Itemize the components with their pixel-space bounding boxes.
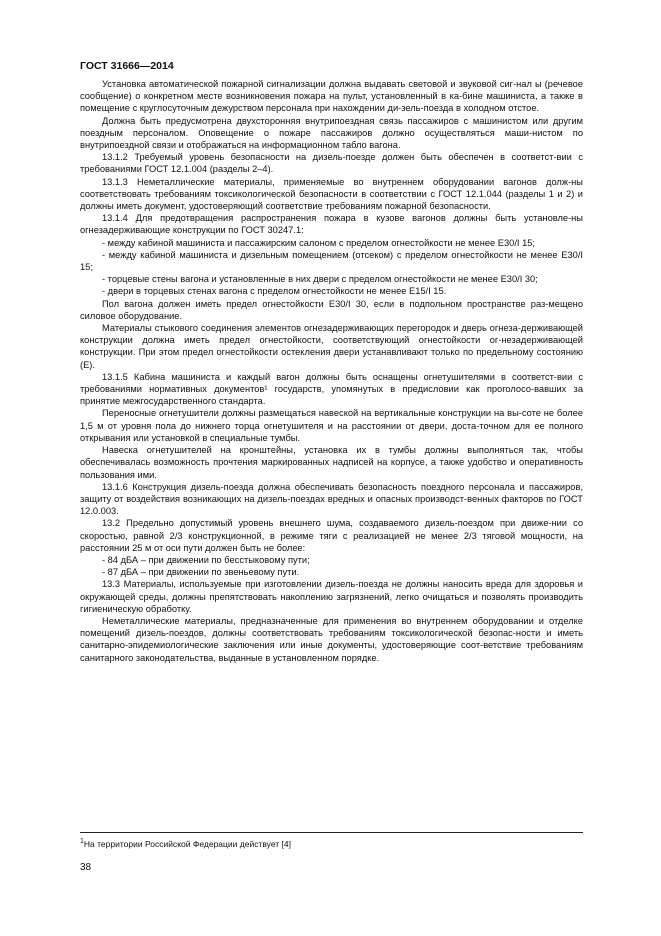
- paragraph: Неметаллические материалы, предназначенные для применения во внутреннем оборудовании и отделке помещений дизель-поездов, должны соответствовать требованиям токсикологической безопас-ности и иметь санитарно-эпидемиологические заключения или иные документы, удостоверяющие соот-ветствие требованиям санитарного законодательства, выданные в установленном порядке.: [80, 615, 583, 663]
- paragraph: Должна быть предусмотрена двухсторонняя внутрипоездная связь пассажиров с машинистом или другим поездным персоналом. Оповещение о пожаре пассажиров должно осуществляться маши-нистом по внутрипоездной связи и отображаться на информационном табло вагона.: [80, 115, 583, 151]
- list-item: - двери в торцевых стенах вагона с пределом огнестойкости не менее E15/I 15.: [102, 286, 447, 297]
- list-item: - 84 дБА – при движении по бесстыковому пути;: [102, 554, 310, 565]
- list-item: - между кабиной машиниста и пассажирским салоном с пределом огнестойкости не менее E30/I 15;: [102, 237, 536, 248]
- page-number: 38: [80, 862, 92, 873]
- paragraph: Материалы стыкового соединения элементов огнезадерживающих перегородок и дверь огнеза-держивающей конструкции должна иметь предел огнестойкости, соответствующий огнестойкости ог-незадерживающей конструкции. При этом предел огнестойкости остекления двери устанавливают только по предельному состоянию (E).: [80, 323, 583, 370]
- footnote: [80, 838, 291, 849]
- paragraph: Пол вагона должен иметь предел огнестойкости E30/I 30, если в подпольном пространстве раз-мещено силовое оборудование.: [80, 298, 583, 321]
- document-body: [80, 78, 583, 664]
- paragraph: 13.3 Материалы, используемые при изготовлении дизель-поезда не должны наносить вреда для здоровья и окружающей среды, должны препятствовать накоплению загрязнений, легко очищаться и позволять производить гигиеническую обработку.: [80, 579, 583, 614]
- paragraph: Переносные огнетушители должны размещаться навеской на вертикальные конструкции на вы-соте не более 1,5 м от уровня пола до нижнего торца огнетушителя и на расстоянии от двери, доста-точном для ее полного открывания или установкой в специальные тумбы.: [80, 408, 583, 443]
- paragraph: 13.1.2 Требуемый уровень безопасности на дизель-поезде должен быть обеспечен в соответст-вии с требованиями ГОСТ 12.1.004 (разделы 2–4).: [80, 152, 583, 175]
- paragraph: 13.1.5 Кабина машиниста и каждый вагон должны быть оснащены огнетушителями в соответст-вии с требованиями нормативных документов¹ государств, упомянутых в предисловии как проголосо-вавших за принятие межгосударственного стандарта.: [80, 371, 583, 407]
- list-item: - 87 дБА – при движении по звеньевому пути.: [102, 567, 300, 578]
- footnote-divider: [80, 832, 583, 833]
- paragraph: 13.2 Предельно допустимый уровень внешнего шума, создаваемого дизель-поездом при движе-нии со скоростью, равной 2/3 конструкционной, в режиме тяги с реализацией не менее 2/3 тяговой мощности, на расстоянии 25 м от оси пути должен быть не более:: [80, 518, 583, 553]
- footnote-text: На территории Российской Федерации действует [4]: [83, 838, 291, 849]
- paragraph: 13.1.6 Конструкция дизель-поезда должна обеспечивать безопасность поездного персонала и пассажиров, защиту от воздействия возникающих на дизель-поездах вредных и опасных производст-венных факторов по ГОСТ 12.0.003.: [80, 481, 583, 517]
- list-item: - между кабиной машиниста и дизельным помещением (отсеком) с пределом огнестойкости не менее E30/I 15;: [80, 249, 583, 273]
- footnote-marker: 1: [80, 838, 84, 845]
- paragraph: Установка автоматической пожарной сигнализации должна выдавать световой и звуковой сиг-нал ы (речевое сообщение) о конкретном месте возникновения пожара на пульт, установленный в ка-бине машиниста, а также в помещение с круглосуточным дежурством персонала при нахождении ди-зель-поезда в холодном отстое.: [80, 79, 583, 114]
- list-item: - торцевые стены вагона и установленные в них двери с пределом огнестойкости не менее E30/I 30;: [102, 274, 538, 285]
- document-header: ГОСТ 31666—2014: [80, 60, 174, 72]
- paragraph: 13.1.3 Неметаллические материалы, применяемые во внутреннем оборудовании вагонов долж-ны соответствовать требованиям токсикологической безопасности в соответствии с ГОСТ 12.1.044 (разделы 1 и 2) и должны иметь документ, удостоверяющий соответствие требованиям пожарной безопасности.: [80, 176, 583, 212]
- paragraph: 13.1.4 Для предотвращения распространения пожара в кузове вагонов должны быть установле-ны огнезадерживающие конструкции по ГОСТ 30247.1:: [80, 213, 583, 236]
- paragraph: Навеска огнетушителей на кронштейны, установка их в тумбы должны выполняться так, чтобы обеспечивалась возможность прочтения маркированных надписей на корпусе, а также удобство и оперативность пользования ими.: [80, 445, 583, 480]
